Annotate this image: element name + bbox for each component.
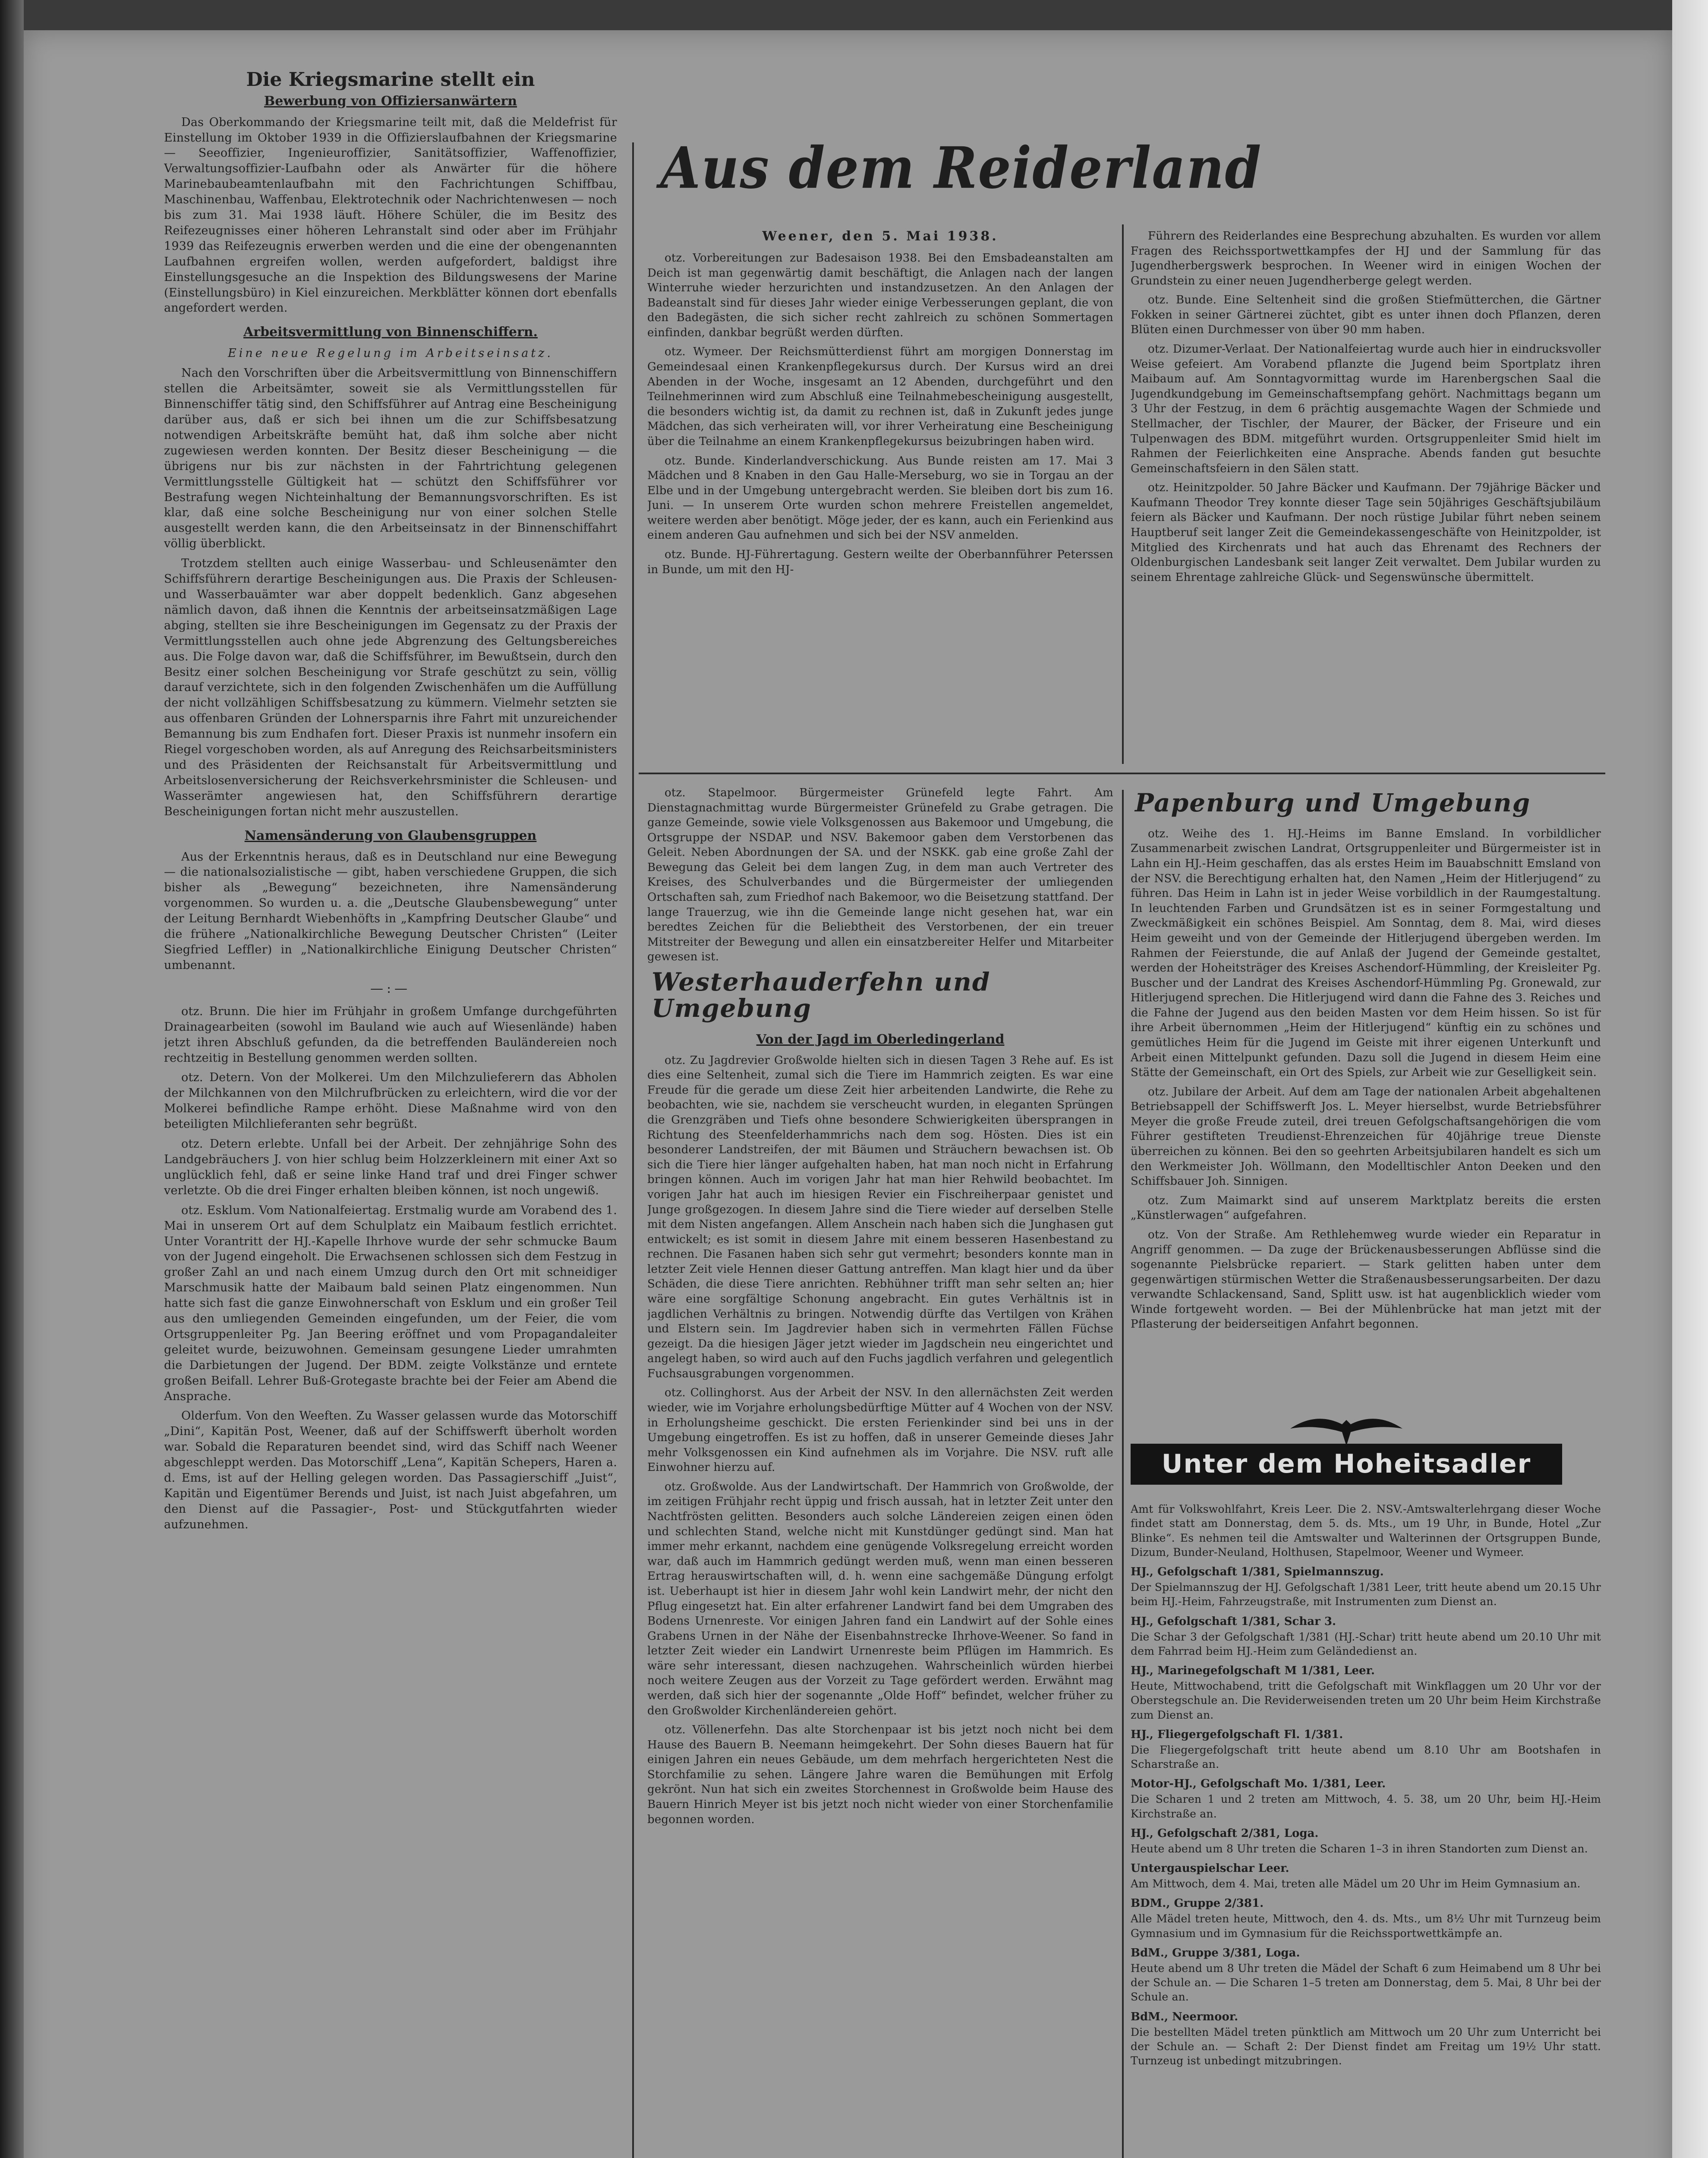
article-subheadline: Bewerbung von Offiziersanwärtern — [264, 93, 517, 109]
reiderland-column-2 — [1131, 229, 1601, 764]
article-paragraph: Nach den Vorschriften über die Arbeitsvermittlung von Binnenschiffern stellen die Arbeitsämter, soweit sie als Vermittlungsstellen für Binnenschiffer tätig sind, den Schiffsführer auf Antrag eine Bescheinigung darüber aus, daß er sich bei ihnen um die zur Schiffsbesatzung notwendigen Arbeitskräfte bemüht hat, daß ihm solche aber nicht zugewiesen werden konnten. Der Besitz dieser Bescheinigung — die übrigens nur bis zur nächsten in der Fahrtrichtung gelegenen Vermittlungsstelle Gültigkeit hat — schützt den Schiffsführer vor Bestrafung wegen Nichteinhaltung der Bemannungsvorschriften. Es ist klar, daß eine solche Bescheinigung nur von einer solchen Stelle ausgestellt werden kann, die den Arbeitseinsatz in der Binnenschiffahrt völlig überblickt. — [164, 366, 617, 551]
left-column — [164, 69, 617, 2158]
news-item: otz. Bunde. Kinderlandverschickung. Aus Bunde reisten am 17. Mai 3 Mädchen und 8 Knaben in den Gau Halle-Merseburg, wo sie in Torgau an der Elbe und in der Umgebung untergebracht werden. Sie bleiben dort bis zum 16. Juni. — In unserem Orte wurden schon mehrere Freistellen angemeldet, weitere werden aber benötigt. Möge jeder, der es kann, auch ein Ferienkind aus einem anderen Gau aufnehmen und sich bei der NSV anmelden. — [647, 454, 1113, 542]
notice-text: Am Mittwoch, dem 4. Mai, treten alle Mädel um 20 Uhr im Heim Gymnasium an. — [1131, 1877, 1581, 1890]
news-item: otz. Stapelmoor. Bürgermeister Grünefeld legte Fahrt. Am Dienstagnachmittag wurde Bürgermeister Grünefeld zu Grabe getragen. Die ganze Gemeinde, sowie viele Volksgenossen aus Bakemoor und Umgebung, die Ortsgruppe der NSDAP. und NSV. Bakemoor gaben dem Verstorbenen das Geleit. Neben Abordnungen der SA. und der NSKK. gab eine große Zahl der Bewegung das Geleit bei dem langen Zug, in dem man auch Vertreter des Kreises, des Schulverbandes und die Bürgermeister der umliegenden Ortschaften sah, zum Friedhof nach Bakemoor, wo die Beisetzung stattfand. Der lange Trauerzug, wie ihn die Gemeinde lange nicht gesehen hat, war ein beredtes Zeichen für die Beliebtheit des Verstorbenen, der ein treuer Mitstreiter der Bewegung und allen ein einsatzbereiter Helfer und Mitarbeiter gewesen ist. — [647, 786, 1113, 964]
article-subheadline: Eine neue Regelung im Arbeitseinsatz. — [228, 347, 553, 360]
column-rule-mid-lower — [1122, 790, 1124, 2158]
page-edge — [1672, 0, 1708, 2158]
news-item: otz. Zu Jagdrevier Großwolde hielten sich in diesen Tagen 3 Rehe auf. Es ist dies eine Seltenheit, zumal sich die Tiere im Hammrich zeigten. Es war eine Freude für die gerade um diese Zeit hier arbeitenden Landwirte, die Rehe zu beobachten, wie sie, nachdem sie verscheucht wurden, in eleganten Sprüngen die Grenzgräben und Tiefs ohne besondere Schwierigkeiten übersprangen in Richtung des Steenfelderhammrichs nach dem sog. Hösten. Dies ist ein besonderer Landstreifen, der mit Bäumen und Sträuchern bewachsen ist. Ob sich die Tiere hier länger aufgehalten haben, hat man noch nicht in Erfahrung bringen können. Auch im vorigen Jahr hat man hier Rehwild beobachtet. Im vorigen Jahr hat auch im hiesigen Revier ein Fischreiherpaar genistet und Junge großgezogen. In diesem Jahre sind die Tiere wieder auf derselben Stelle mit dem Nisten angefangen. Allem Anschein nach haben sich die Junghasen gut entwickelt; es ist somit in diesem Jahre mit einem besseren Hasenbestand zu rechnen. Die Fasanen haben sich sehr gut vermehrt; besonders konnte man in letzter Zeit viele Hennen dieser Gattung antreffen. Man klagt hier und da über Schäden, die diese Tiere anrichten. Rebhühner trifft man sehr selten an; hier wäre eine sorgfältige Schonung angebracht. Ein gutes Verhältnis ist in jagdlichen Verhältnis zu bringen. Notwendig dürfte das Vertilgen von Krähen und Elstern sein. Im Jagdrevier haben sich in vermehrten Fällen Füchse gezeigt. Da die hiesigen Jäger jetzt wieder im Jagdschein neu eingerichtet und angelegt haben, so wird auch auf den Fuchs jagdlich verfahren und gelegentlich Fuchsausgrabungen vorgenommen. — [647, 1054, 1113, 1380]
news-item: otz. Von der Straße. Am Rethlehemweg wurde wieder ein Reparatur in Angriff genommen. — Da zuge der Brückenausbesserungen Abflüsse sind die sogenannte Pielsbrücke repariert. — Stark gelitten haben unter dem gegenwärtigen stürmischen Wetter die Straßenausbesserungsarbeiten. Der dazu verwandte Schlackensand, Sand, Splitt usw. ist hat augenblicklich wieder vom Winde fortgeweht worden. — Bei der Mühlenbrücke hat man jetzt mit der Pflasterung der beiderseitigen Anfahrt begonnen. — [1131, 1228, 1601, 1331]
news-item: otz. Dizumer-Verlaat. Der Nationalfeiertag wurde auch hier in eindrucksvoller Weise gefeiert. Am Vorabend pflanzte die Jugend beim Sportplatz ihren Maibaum auf. Am Sonntagvormittag wurde im Harenbergschen Saal die Jugendkundgebung im Gemeinschaftsempfang gehört. Nachmittags begann um 3 Uhr der Festzug, in dem 6 prächtig ausgemachte Wagen der Schmiede und Stellmacher, der Tischler, der Maurer, der Bäcker, der Friseure und ein Tulpenwagen des BDM. mitgeführt wurden. Ortsgruppenleiter Smid hielt im Rahmen der Feierlichkeiten eine Ansprache. Abends fanden gut besuchte Gemeinschaftsfeiern in den Sälen statt. — [1131, 343, 1601, 475]
hoheitsadler-banner — [1131, 1411, 1562, 1498]
news-item: otz. Detern. Von der Molkerei. Um den Milchzulieferern das Abholen der Milchkannen von den Milchrufbrücken zu erleichtern, wird die vor der Molkerei befindliche Rampe erhöht. Diese Maßnahme wird von den beteiligten Milchlieferanten sehr begrüßt. — [164, 1071, 617, 1131]
notice-heading: BDM., Gruppe 2/381. — [1131, 1897, 1264, 1910]
news-item: otz. Großwolde. Aus der Landwirtschaft. Der Hammrich von Großwolde, der im zeitigen Frühjahr recht üppig und frisch aussah, hat in letzter Zeit unter den Nachtfrösten gelitten. Besonders auch solche Ländereien zeigen einen öden und schlechten Stand, welche nicht mit Kunstdünger gedüngt sind. Man hat immer mehr erkannt, nachdem eine genügende Volksregelung erreicht worden war, daß auch im Hammrich gedüngt werden muß, wenn man einen besseren Ertrag herauswirtschaften will, d. h. wenn eine sachgemäße Düngung erfolgt ist. Ueberhaupt ist hier in diesem Jahr wohl kein Landwirt mehr, der nicht den Pflug eingesetzt hat. Ein alter erfahrener Landwirt fand bei dem Umgraben des Bodens Urnenreste. Vor einigen Jahren fand ein Landwirt auf der Sohle eines Grabens Urnen in der Nähe der Eisenbahnstrecke Ihrhove-Weener. So fand in letzter Zeit wieder ein Landwirt Urnenreste beim Pflügen im Hammrich. Es wäre sehr interessant, diesen nachzugehen. Wahrscheinlich würden hierbei noch weitere Zeugen aus der Vorzeit zu Tage gefördert werden. Erwähnt mag werden, daß sich hier der sogenannte „Olde Hoff“ befindet, welcher früher zu den Großwolder Kirchenländereien gehört. — [647, 1480, 1113, 1717]
notice-heading: HJ., Gefolgschaft 1/381, Spielmannszug. — [1131, 1565, 1384, 1578]
news-item: Olderfum. Von den Weeften. Zu Wasser gelassen wurde das Motorschiff „Dini“, Kapitän Post, Weener, daß auf der Schiffswerft überholt worden war. Sobald die Reparaturen beendet sind, wird das Schiff nach Weener abgeschleppt werden. Das Motorschiff „Lena“, Kapitän Schepers, Haren a. d. Ems, ist auf der Helling gelegen worden. Das Passagierschiff „Juist“, Kapitän und Eigentümer Berends und Juist, ist nach Juist abgefahren, um den Dienst auf die Passagier-, Post- und Stückgutfahrten wieder aufzunehmen. — [164, 1409, 617, 1531]
news-item: otz. Wymeer. Der Reichsmütterdienst führt am morgigen Donnerstag im Gemeindesaal einen Krankenpflegekursus durch. Der Kursus wird an drei Abenden in der Woche, insgesamt an 12 Abenden, durchgeführt und den Teilnehmerinnen wird zum Abschluß eine Teilnahmebescheinigung ausgestellt, die besonders wichtig ist, da damit zu rechnen ist, daß in Zukunft jedes junge Mädchen, das sich verheiraten will, vor ihrer Verheiratung eine Bescheinigung über die Teilnahme an einem Krankenpflegekursus beizubringen haben wird. — [647, 345, 1113, 448]
news-item: otz. Collinghorst. Aus der Arbeit der NSV. In den allernächsten Zeit werden wieder, wie im Vorjahre erholungsbedürftige Mütter auf 4 Wochen von der NSV. in Erholungsheime geschickt. Die ersten Ferienkinder sind bei uns in der Umgebung eingetroffen. Es ist zu hoffen, daß in unserer Gemeinde dieses Jahr mehr Volksgenossen ein Kind aufnehmen als im Vorjahre. Die NSV. ruft alle Einwohner hierzu auf. — [647, 1386, 1113, 1474]
article-headline: Arbeitsvermittlung von Binnenschiffern. — [243, 325, 538, 340]
column-rule-left — [632, 142, 634, 2158]
news-item: otz. Jubilare der Arbeit. Auf dem am Tage der nationalen Arbeit abgehaltenen Betriebsappell der Schiffswerft Jos. L. Meyer hierselbst, wurde Betriebsführer Meyer die große Freude zuteil, drei treuen Gefolgschaftsangehörigen die vom Führer gestifteten Treudienst-Ehrenzeichen für 40jährige treue Dienste überreichen zu können. Bei den so geehrten Arbeitsjubilaren handelt es sich um den Werkmeister Joh. Wöllmann, den Modelltischler Anton Deeken und den Schiffsbauer Joh. Sinnigen. — [1131, 1085, 1601, 1188]
news-item: otz. Detern erlebte. Unfall bei der Arbeit. Der zehnjährige Sohn des Landgebräuchers J. von hier schlug beim Holzzerkleinern mit einer Axt so unglücklich fehl, daß er seine linke Hand traf und drei Finger schwer verletzte. Ob die drei Finger erhalten bleiben können, ist noch ungewiß. — [164, 1137, 617, 1197]
banner-title: Unter dem Hoheitsadler — [1131, 1444, 1562, 1485]
notice-heading: BdM., Gruppe 3/381, Loga. — [1131, 1946, 1300, 1959]
separator: —:— — [370, 981, 411, 996]
section-title: Aus dem Reiderland — [660, 134, 1262, 202]
notice-heading: Motor-HJ., Gefolgschaft Mo. 1/381, Leer. — [1131, 1777, 1386, 1791]
article-subheadline: Von der Jagd im Oberledingerland — [756, 1032, 1005, 1047]
notice-heading: Untergauspielschar Leer. — [1131, 1862, 1289, 1875]
news-item: otz. Bunde. HJ-Führertagung. Gestern weilte der Oberbannführer Peterssen in Bunde, um mit den HJ- — [647, 548, 1113, 576]
notice-text: Die Schar 3 der Gefolgschaft 1/381 (HJ.-Schar) tritt heute abend um 20.10 Uhr mit dem Fahrrad beim HJ.-Heim zum Geländedienst an. — [1131, 1630, 1601, 1657]
news-item: otz. Völlenerfehn. Das alte Storchenpaar ist bis jetzt noch nicht bei dem Hause des Bauern B. Neemann heimgekehrt. Der Sohn dieses Bauern hat für einigen Jahren ein neues Gebäude, um dem mehrfach hergerichteten Nest die Storchfamilie zu sehen. Längere Jahre waren die Bemühungen mit Erfolg gekrönt. Nun hat sich ein zweites Storchennest in Großwolde beim Hause des Bauern Hinrich Meyer ist bis jetzt noch nicht wieder von einer Storchenfamilie begonnen worden. — [647, 1723, 1113, 1826]
article-headline: Namensänderung von Glaubensgruppen — [244, 828, 537, 843]
notice-heading: HJ., Fliegergefolgschaft Fl. 1/381. — [1131, 1728, 1343, 1741]
notice-text: Die Fliegergefolgschaft tritt heute abend um 8.10 Uhr am Bootshafen in Scharstraße an. — [1131, 1743, 1601, 1770]
dateline: Weener, den 5. Mai 1938. — [762, 229, 999, 244]
news-item: Führern des Reiderlandes eine Besprechung abzuhalten. Es wurden vor allem Fragen des Reichssportwettkampfes der HJ und der Sammlung für das Jugendherbergswerk besprochen. In Weener wird in einigen Wochen der Grundstein zu einer neuen Jugendherberge gelegt werden. — [1131, 230, 1601, 287]
notice-heading: HJ., Gefolgschaft 2/381, Loga. — [1131, 1827, 1319, 1840]
notice-text: Heute, Mittwochabend, tritt die Gefolgschaft mit Winkflaggen um 20 Uhr vor der Oberstegschule an. Die Reviderweisenden treten um 20 Uhr beim Heim Kirchstraße zum Dienst an. — [1131, 1680, 1601, 1721]
section-header-reiderland — [647, 129, 1605, 224]
section-title: Westerhauderfehn und Umgebung — [652, 967, 991, 1023]
notice-text: Amt für Volkswohlfahrt, Kreis Leer. Die 2. NSV.-Amtswalterlehrgang dieser Woche findet statt am Donnerstag, dem 5. ds. Mts., um 19 Uhr, in Bunde, Hotel „Zur Blinke“. Es nehmen teil die Amtswalter und Walterinnen der Ortsgruppen Bunde, Dizum, Bunder-Neuland, Holthusen, Stapelmoor, Weener und Wymeer. — [1131, 1503, 1601, 1559]
book-binding — [0, 0, 24, 2158]
news-item: otz. Heinitzpolder. 50 Jahre Bäcker und Kaufmann. Der 79jährige Bäcker und Kaufmann Theodor Trey konnte dieser Tage sein 50jähriges Geschäftsjubiläum feiern als Bäcker und Kaufmann. Der noch rüstige Jubilar führt neben seinem Hauptberuf seit langer Zeit die Gemeindekassengeschäfte von Heinitzpolder, ist Mitglied des Kirchenrats und hat auch das Ehrenamt des Rechners der Oldenburgischen Landesbank seit langer Zeit verwaltet. Dem Jubilar wurden zu seinem Ehrentage zahlreiche Glück- und Segenswünsche übermittelt. — [1131, 481, 1601, 584]
column-rule-mid — [1122, 224, 1124, 764]
article-paragraph: Aus der Erkenntnis heraus, daß es in Deutschland nur eine Bewegung — die nationalsozialistische — gibt, haben verschiedene Gruppen, die sich bisher als „Bewegung“ bezeichneten, ihre Namensänderung vorgenommen. So wurden u. a. die „Deutsche Glaubensbewegung“ unter der Leitung Bernhardt Wiebenhöfts in „Kampfring Deutscher Glaube“ und die frühere „Nationalkirchliche Bewegung Deutscher Christen“ (Leiter Siegfried Leffler) in „Nationalkirchliche Einigung Deutscher Christen“ umbenannt. — [164, 850, 617, 972]
news-item: otz. Vorbereitungen zur Badesaison 1938. Bei den Emsbadeanstalten am Deich ist man gegenwärtig damit beschäftigt, die Anlagen nach der langen Winterruhe wieder herzurichten und instandzusetzen. An den Anlagen der Badeanstalt sind für dieses Jahr wieder einige Verbesserungen geplant, die von den Badegästen, die sich sicher recht zahlreich zu schönen Sommertagen einfinden, dankbar begrüßt werden dürften. — [647, 252, 1113, 339]
notice-text: Heute abend um 8 Uhr treten die Scharen 1–3 in ihren Standorten zum Dienst an. — [1131, 1842, 1588, 1855]
reiderland-column-1 — [647, 229, 1113, 764]
article-headline: Die Kriegsmarine stellt ein — [246, 69, 535, 91]
notice-heading: BdM., Neermoor. — [1131, 2010, 1238, 2023]
notice-text: Der Spielmannszug der HJ. Gefolgschaft 1/381 Leer, tritt heute abend um 20.15 Uhr beim HJ.-Heim, Fahrzeugstraße, mit Instrumenten zum Dienst an. — [1131, 1581, 1601, 1608]
notice-text: Die Scharen 1 und 2 treten am Mittwoch, 4. 5. 38, um 20 Uhr, beim HJ.-Heim Kirchstraße an. — [1131, 1793, 1601, 1820]
news-item: otz. Brunn. Die hier im Frühjahr in großem Umfange durchgeführten Drainagearbeiten (sowohl im Bauland wie auch auf Wiesenlände) haben jetzt ihren Abschluß gefunden, da die betreffenden Bauländereien noch rechtzeitig in Bestellung genommen werden sollten. — [164, 1004, 617, 1065]
section-title: Papenburg und Umgebung — [1135, 788, 1531, 817]
article-paragraph: Trotzdem stellten auch einige Wasserbau- und Schleusenämter den Schiffsführern derartige Bescheinigungen aus. Die Praxis der Schleusen- und Wasserbauämter war aber doppelt bedenklich. Ganz abgesehen nämlich davon, daß ihnen die Kenntnis der arbeitseinsatzmäßigen Lage abging, stellten sie ihre Bescheinigungen im Gegensatz zu der Praxis der Vermittlungsstellen auch ohne jede Abgrenzung des Geltungsbereiches aus. Die Folge davon war, daß die Schiffsführer, im Bewußtsein, durch den Besitz einer solchen Bescheinigung vor Strafe geschützt zu sein, völlig darauf verzichtete, sich in den folgenden Zwischenhäfen um die Auffüllung der nicht vollzähligen Schiffsbesatzung zu kümmern. Vielmehr setzten sie aus offenbaren Gründen der Lohnersparnis ihre Fahrt mit unzureichender Bemannung bis zum Endhafen fort. Dieser Praxis ist nunmehr insofern ein Riegel vorgeschoben worden, als auf Anregung des Reichsarbeitsministers und des Präsidenten der Reichsanstalt für Arbeitsvermittlung und Arbeitslosenversicherung der Reichsverkehrsminister die Schleusen- und Wasserämter angewiesen hat, den Schiffsführern derartige Bescheinigungen fortan nicht mehr auszustellen. — [164, 557, 617, 818]
news-item: otz. Esklum. Vom Nationalfeiertag. Erstmalig wurde am Vorabend des 1. Mai in unserem Ort auf dem Schulplatz ein Maibaum festlich errichtet. Unter Vorantritt der HJ.-Kapelle Ihrhove wurde der sehr schmucke Baum von der Jugend eingeholt. Die Erwachsenen schlossen sich dem Festzug in großer Zahl an und nach einem Umzug durch den Ort mit schneidiger Marschmusik hatte der Maibaum bald seinen Platz eingenommen. Nun hatte sich fast die ganze Einwohnerschaft von Esklum und ein großer Teil aus den umliegenden Gemeinden eingefunden, um der Feier, die vom Ortsgruppenleiter Pg. Jan Beering eröffnet und vom Propagandaleiter geleitet wurde, beizuwohnen. Gemeinsam gesungene Lieder umrahmten die Darbietungen der Jugend. Der BDM. zeigte Volkstänze und erntete großen Beifall. Lehrer Buß-Grotegaste brachte bei der Feier am Abend die Ansprache. — [164, 1203, 617, 1403]
notice-text: Heute abend um 8 Uhr treten die Mädel der Schaft 6 zum Heimabend um 8 Uhr bei der Schule an. — Die Scharen 1–5 treten am Donnerstag, dem 5. Mai, 8 Uhr bei der Schule an. — [1131, 1962, 1601, 2003]
right-lower-column — [1131, 786, 1601, 1403]
notice-heading: HJ., Marinegefolgschaft M 1/381, Leer. — [1131, 1664, 1375, 1677]
notice-heading: HJ., Gefolgschaft 1/381, Schar 3. — [1131, 1615, 1336, 1628]
article-paragraph: Das Oberkommando der Kriegsmarine teilt mit, daß die Meldefrist für Einstellung im Oktober 1939 in die Offizierslaufbahnen der Kriegsmarine — Seeoffizier, Ingenieuroffizier, Sanitätsoffizier, Waffenoffizier, Verwaltungsoffizier-Laufbahn oder als Anwärter für die höhere Marinebaubeamtenlaufbahn mit den Fachrichtungen Schiffbau, Maschinenbau, Waffenbau, Elektrotechnik oder Nachrichtenwesen — noch bis zum 31. Mai 1938 läuft. Höhere Schüler, die im Besitz des Reifezeugnisses einer höheren Lehranstalt sind oder aber im Frühjahr 1939 das Reifezeugnis erwerben werden und die eine der obengenannten Laufbahnen ergreifen wollen, werden aufgefordert, baldigst ihre Einstellungsgesuche an die Inspektion des Bildungswesens der Marine (Einstellungsbüro) in Kiel einzureichen. Merkblätter können dort ebenfalls angefordert werden. — [164, 115, 617, 315]
notice-text: Alle Mädel treten heute, Mittwoch, den 4. ds. Mts., um 8½ Uhr mit Turnzeug beim Gymnasium und im Gymnasium für die Reichssportwettkämpfe an. — [1131, 1912, 1601, 1940]
party-notices — [1131, 1502, 1601, 2158]
news-item: otz. Weihe des 1. HJ.-Heims im Banne Emsland. In vorbildlicher Zusammenarbeit zwischen Landrat, Ortsgruppenleiter und Bürgermeister ist in Lahn ein HJ.-Heim geschaffen, das als erstes Heim im Bauabschnitt Emsland von der NSV. die Berechtigung erhalten hat, den Namen „Heim der Hitlerjugend“ zu führen. Das Heim in Lahn ist in jeder Weise vorbildlich in der Raumgestaltung. In leuchtenden Farben und Grundsätzen ist es in seiner Formgestaltung und Zweckmäßigkeit ein schönes Beispiel. Am Sonntag, dem 8. Mai, wird dieses Heim geweiht und von der Gemeinde der Hitlerjugend übergeben werden. Im Rahmen der Feierstunde, die auf Anlaß der Jugend der Gemeinde gestaltet, werden der Hoheitsträger des Kreises Aschendorf-Hümmling, der Kreisleiter Pg. Buscher und der Landrat des Kreises Aschendorf-Hümmling Pg. Gronewald, zur Hitlerjugend sprechen. Die Hitlerjugend wird dann die Fahne des 3. Reiches und die Fahne der Jugend aus den beiden Masten vor dem Heim hissen. So ist für ihre Arbeit übernommen „Heim der Hitlerjugend“ künftig ein zu schönes und gemütliches Heim für die Jugend im Geiste mit ihrer eigenen Unterkunft und Arbeit einen Mittelpunkt gefunden. Dazu soll die Jugend in diesem Heim eine Stätte der Gemeinschaft, ein Ort des Spiels, zur Arbeit wie zur Geselligkeit sein. — [1131, 827, 1601, 1079]
news-item: otz. Zum Maimarkt sind auf unserem Marktplatz bereits die ersten „Künstlerwagen“ aufgefahren. — [1131, 1194, 1601, 1222]
news-item: otz. Bunde. Eine Seltenheit sind die großen Stiefmütterchen, die Gärtner Fokken in seiner Gärtnerei züchtet, gibt es unter ihnen doch Pflanzen, deren Blüten einen Durchmesser von über 90 mm haben. — [1131, 293, 1601, 337]
notice-text: Die bestellten Mädel treten pünktlich am Mittwoch um 20 Uhr zum Unterricht bei der Schule an. — Schaft 2: Der Dienst findet am Freitag um 19½ Uhr statt. Turnzeug ist unbedingt mitzubringen. — [1131, 2025, 1601, 2067]
scanner-top-edge — [24, 0, 1672, 30]
middle-lower-column — [647, 786, 1113, 2158]
section-rule — [639, 773, 1605, 774]
